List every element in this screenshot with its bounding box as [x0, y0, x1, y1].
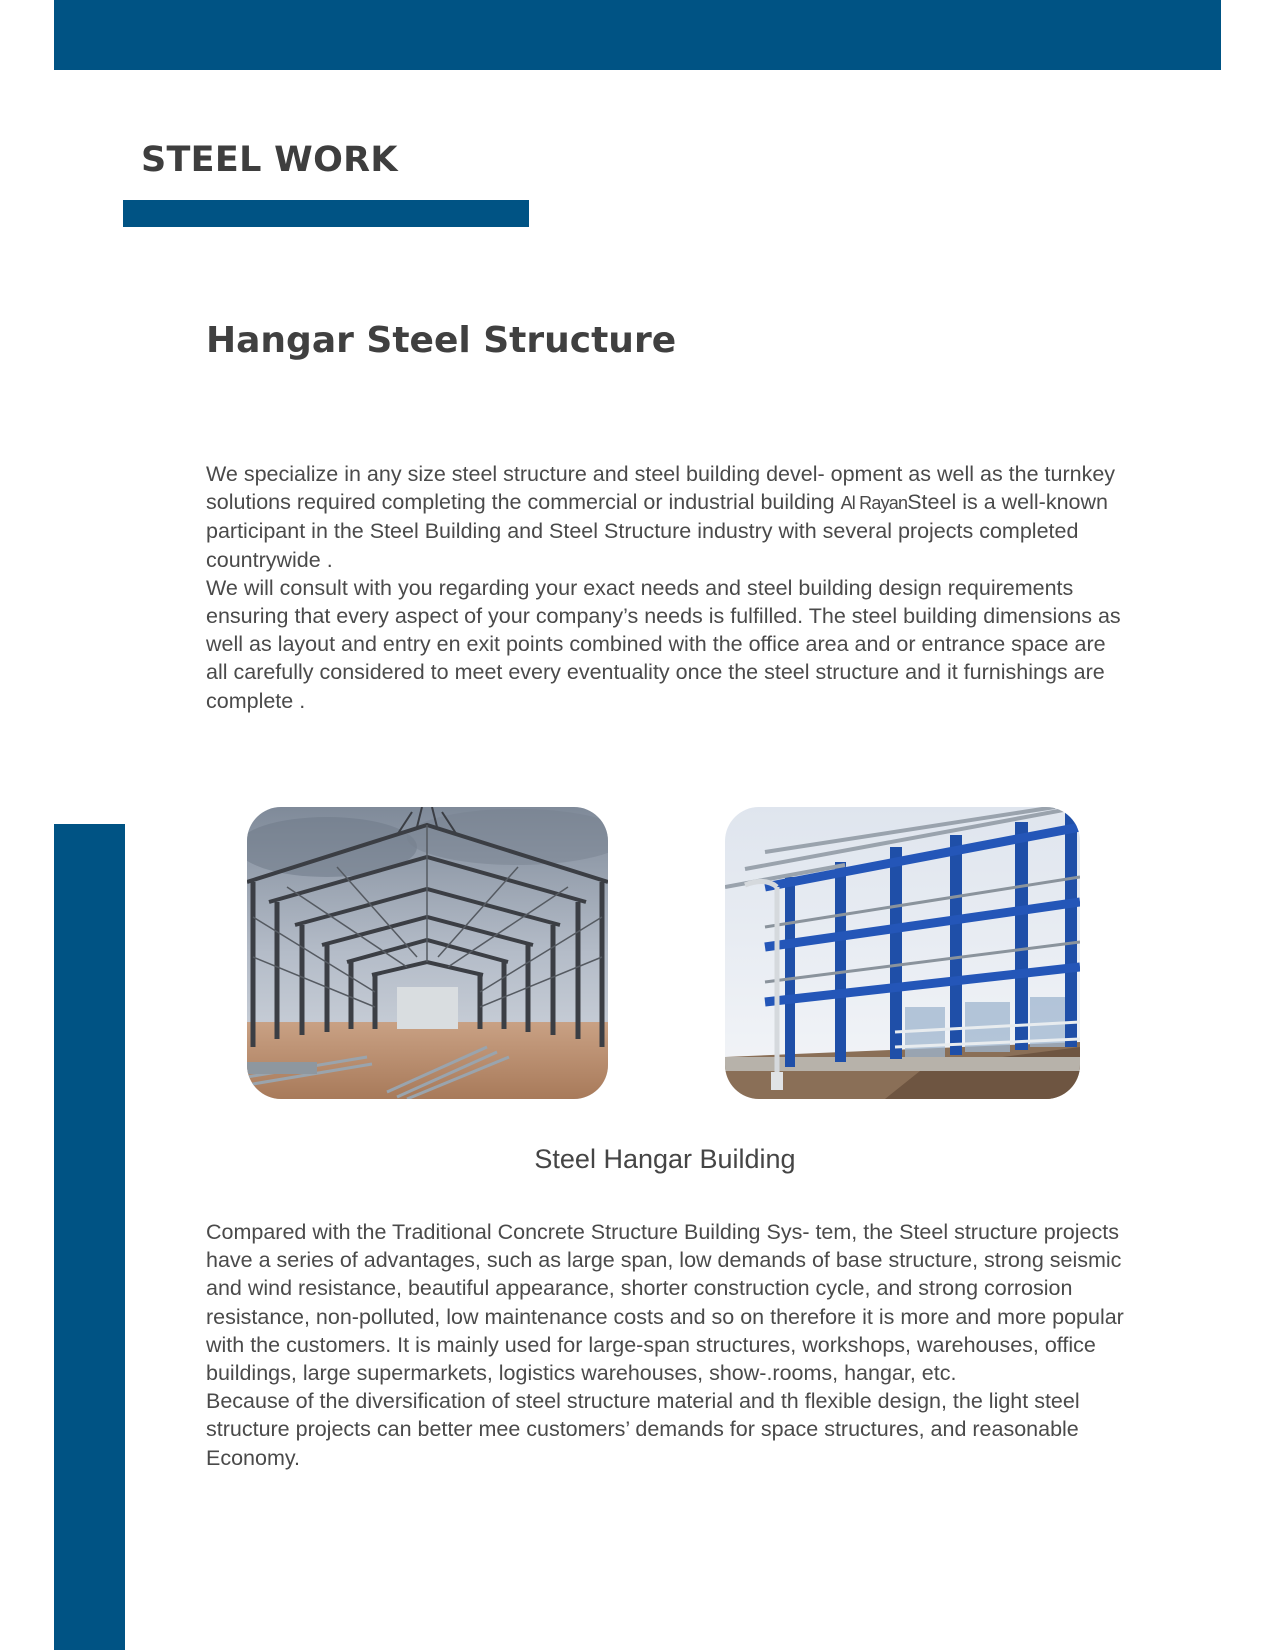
figure-caption: Steel Hangar Building	[534, 1144, 796, 1174]
page-heading: Hangar Steel Structure	[206, 320, 677, 361]
section-title: STEEL WORK	[141, 140, 398, 180]
brand-name: Al Rayan	[840, 493, 908, 514]
hangar-frame-photo	[247, 807, 608, 1099]
section-title-underline	[123, 200, 529, 227]
top-header-band	[54, 0, 1221, 70]
blue-steel-building-photo	[725, 807, 1080, 1099]
intro-paragraph-1-start: We specialize in any size steel structure and steel building devel- opment as well as the turnkey solutions required completing the commercial or industrial building	[206, 462, 1116, 515]
details-paragraph-2: Because of the diversification of steel structure material and th flexible design, the light steel structure projects can better mee customers’ demands for space structures, and reasonable Economy.	[206, 1389, 1080, 1470]
left-side-band	[54, 824, 125, 1650]
details-text	[206, 1218, 1126, 1472]
details-paragraph-1: Compared with the Traditional Concrete Structure Building Sys- tem, the Steel structure projects have a series of advantages, such as large span, low demands of base structure, strong seismic and wind resistance, beautiful appearance, shorter construction cycle, and strong corrosion resistance, non-polluted, low maintenance costs and so on therefore it is more and more popular with the customers. It is mainly used for large-span structures, workshops, warehouses, office buildings, large supermarkets, logistics warehouses, show-.rooms, hangar, etc.	[206, 1220, 1124, 1386]
intro-paragraph-1-end: Steel is a well-known participant in the Steel Building and Steel Structure industry with several projects completed countrywide .	[206, 490, 1108, 572]
intro-paragraph-2: We will consult with you regarding your exact needs and steel building design requirements ensuring that every aspect of your company’s needs is fulfilled. The steel building dimensions as well as layout and entry en exit points combined with the office area and or entrance space are all carefully considered to meet every eventuality once the steel structure and it furnishings are complete .	[206, 575, 1121, 713]
intro-paragraph-1	[206, 460, 1126, 574]
intro-text	[206, 460, 1126, 715]
